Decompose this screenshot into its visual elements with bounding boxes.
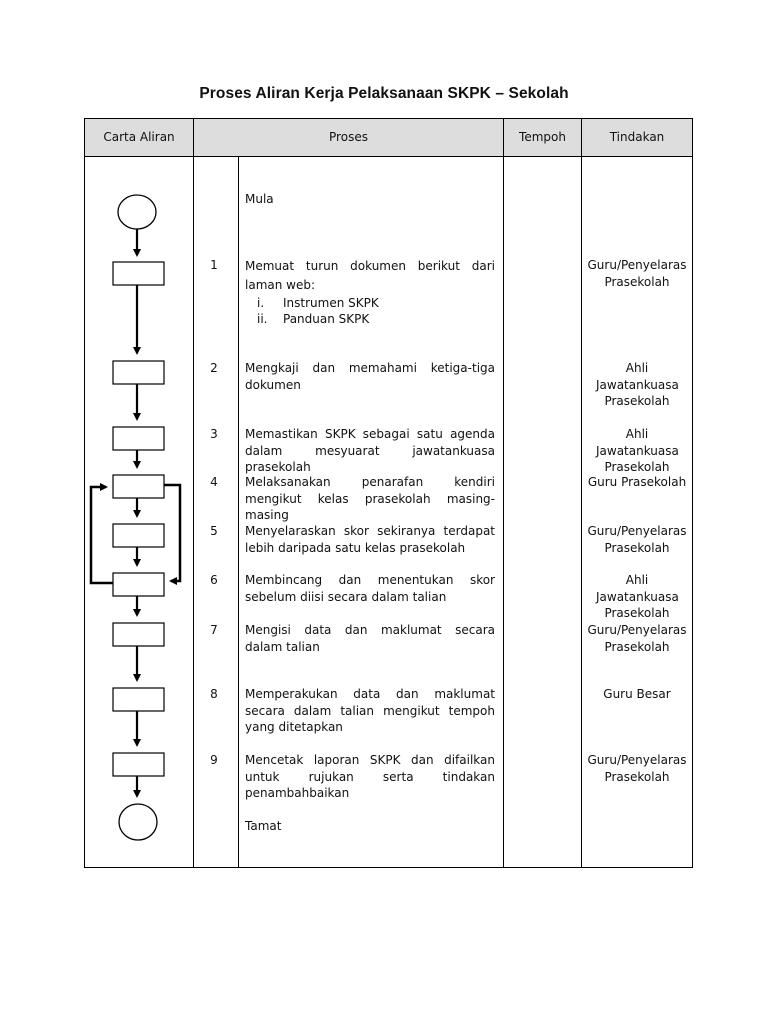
start-label: Mula [245,192,274,206]
step-action: Guru/Penyelaras Prasekolah [587,524,687,555]
step-number: 1 [210,258,218,272]
subitem-text: Instrumen SKPK [283,296,379,310]
end-label: Tamat [245,819,282,833]
step-action: Guru/Penyelaras Prasekolah [587,258,687,289]
step-action: Ahli Jawatankuasa Prasekolah [596,427,679,474]
step-process-text: Mengkaji dan memahami ketiga-tiga dokumen [245,361,495,392]
step-number: 7 [210,623,218,637]
header-tempoh: Tempoh [519,130,566,144]
process-box-9 [113,753,164,776]
process-box-4 [113,475,164,498]
step-number: 9 [210,753,218,767]
step-action: Guru/Penyelaras Prasekolah [587,753,687,784]
step-number: 5 [210,524,218,538]
step-number: 6 [210,573,218,587]
loop-arrow-left [91,487,113,583]
subitem-marker: ii. [257,312,268,326]
end-terminal [119,804,157,840]
step-action: Guru Prasekolah [587,475,687,489]
step-number: 2 [210,361,218,375]
header-carta-aliran: Carta Aliran [103,130,175,144]
process-box-8 [113,688,164,711]
header-tindakan: Tindakan [609,130,665,144]
step-action: Ahli Jawatankuasa Prasekolah [596,361,679,408]
step-process-text: Mengisi data dan maklumat secara dalam talian [245,623,495,654]
step-number: 4 [210,475,218,489]
loop-arrow-right [164,485,180,581]
step-process-text: Melaksanakan penarafan kendiri mengikut kelas prasekolah masing-masing [245,475,495,522]
document-title: Proses Aliran Kerja Pelaksanaan SKPK – Sekolah [199,85,569,102]
step-process-text: Memuat turun dokumen berikut dari laman web: [245,259,495,292]
start-terminal [118,195,156,229]
step-process-text: Menyelaraskan skor sekiranya terdapat lebih daripada satu kelas prasekolah [245,524,495,555]
process-box-5 [113,524,164,547]
step-number: 8 [210,687,218,701]
step-process-text: Membincang dan menentukan skor sebelum diisi secara dalam talian [245,573,495,604]
process-box-1 [113,262,164,285]
process-box-3 [113,427,164,450]
subitem-marker: i. [257,296,265,310]
step-process-text: Mencetak laporan SKPK dan difailkan untuk rujukan serta tindakan penambahbaikan [245,753,495,800]
process-box-6 [113,573,164,596]
process-box-2 [113,361,164,384]
step-action: Guru/Penyelaras Prasekolah [587,623,687,654]
step-process-text: Memperakukan data dan maklumat secara dalam talian mengikut tempoh yang ditetapkan [245,687,495,734]
step-action: Guru Besar [603,687,671,701]
step-process-text: Memastikan SKPK sebagai satu agenda dalam mesyuarat jawatankuasa prasekolah [245,427,495,474]
process-box-7 [113,623,164,646]
step-number: 3 [210,427,218,441]
header-proses: Proses [329,130,368,144]
subitem-text: Panduan SKPK [283,312,370,326]
step-action: Ahli Jawatankuasa Prasekolah [596,573,679,620]
